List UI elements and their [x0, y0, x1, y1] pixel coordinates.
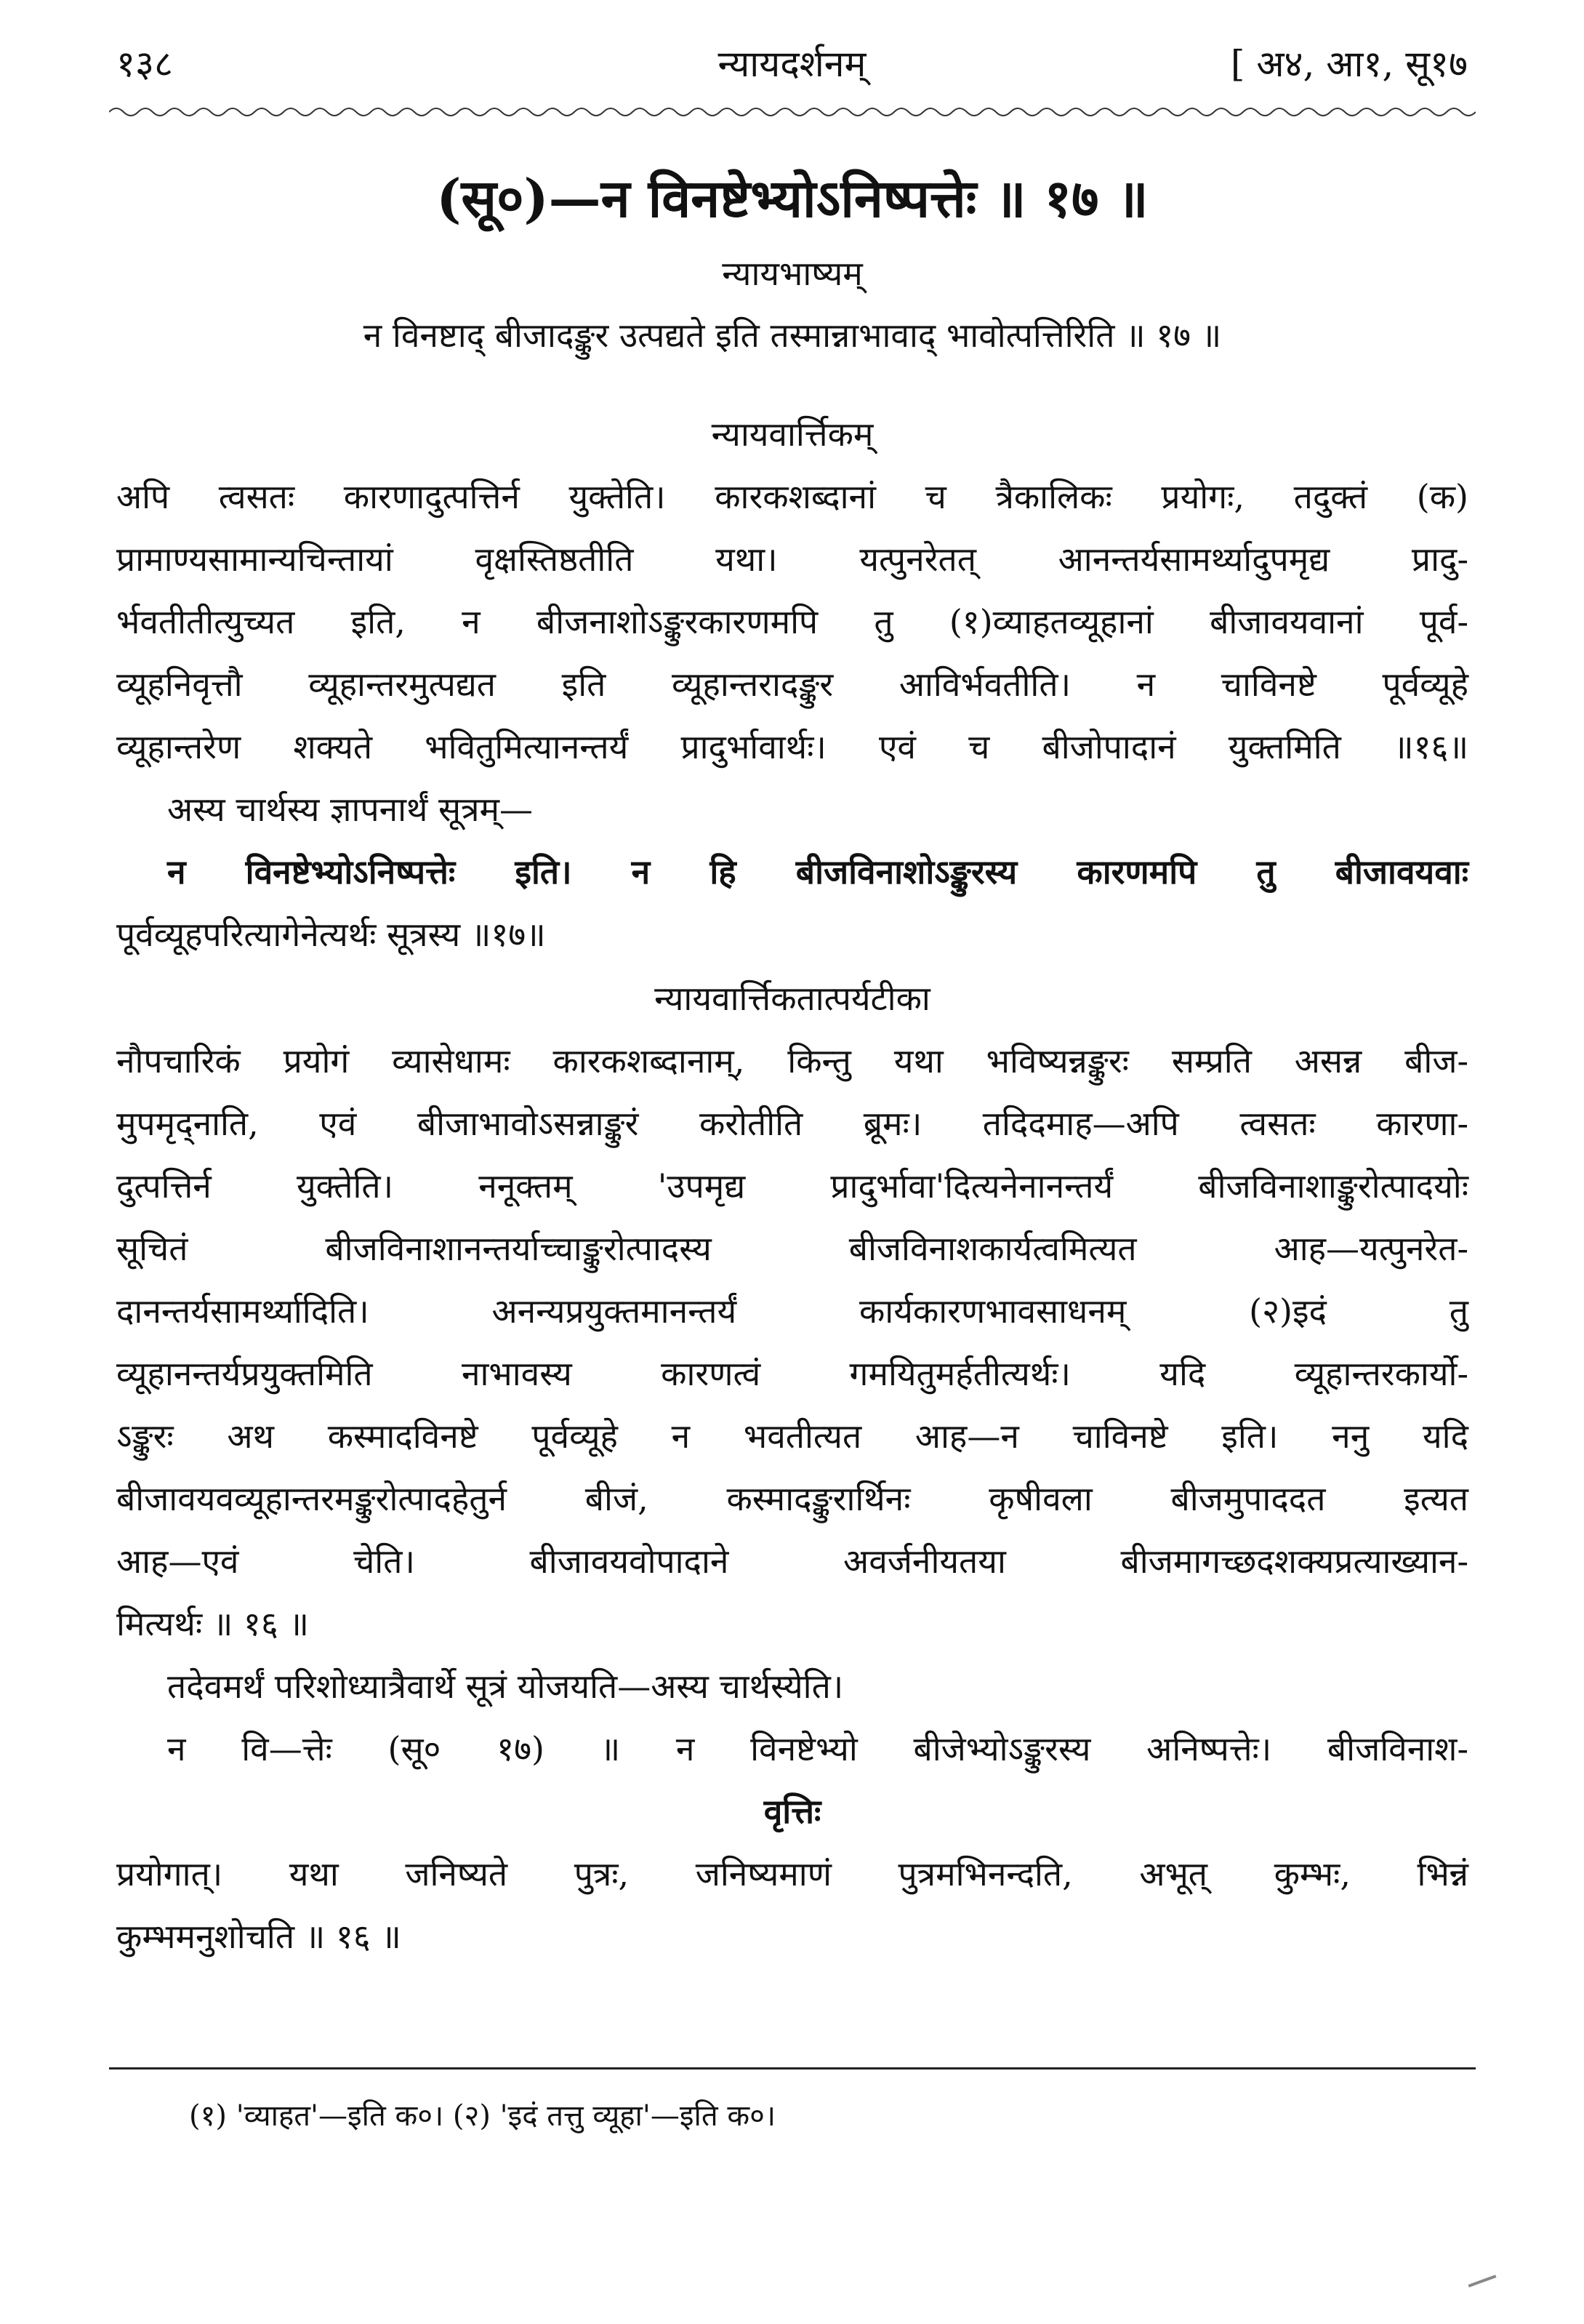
- tika-heading: न्यायवार्त्तिकतात्पर्यटीका: [654, 979, 930, 1018]
- page-header: [116, 38, 1468, 103]
- page-number: १३८: [116, 43, 173, 85]
- varttika-line: प्रामाण्यसामान्यचिन्तायां वृक्षस्तिष्ठतीति यथा। यत्पुनरेतत् आनन्तर्यसामर्थ्यादुपमृद्य प्रादु-: [116, 540, 1468, 579]
- tika-line: बीजावयवव्यूहान्तरमङ्कुरोत्पादहेतुर्न बीजं, कस्मादङ्कुरार्थिनः कृषीवला बीजमुपाददत इत्यत: [116, 1479, 1468, 1518]
- varttika-line: न विनष्टेभ्योऽनिष्पत्तेः इति। न हि बीजविनाशोऽङ्कुरस्य कारणमपि तु बीजावयवाः: [167, 852, 1468, 891]
- sutra-title: (सू०)—न विनष्टेभ्योऽनिष्पत्तेः ॥ १७ ॥: [436, 167, 1149, 229]
- header-wavy-rule: [109, 103, 1476, 121]
- tika-line: व्यूहानन्तर्यप्रयुक्तमिति नाभावस्य कारणत्वं गमयितुमर्हतीत्यर्थः। यदि व्यूहान्तरकार्यो-: [116, 1354, 1468, 1393]
- bhashya-text: न विनष्टाद् बीजादङ्कुर उत्पद्यते इति तस्मान्नाभावाद् भावोत्पत्तिरिति ॥ १७ ॥: [363, 316, 1222, 355]
- varttika-line: व्यूहान्तरेण शक्यते भवितुमित्यानन्तर्यं प्रादुर्भावार्थः। एवं च बीजोपादानं युक्तमिति ॥१६॥: [116, 727, 1468, 766]
- tika-line: मुपमृद्नाति, एवं बीजाभावोऽसन्नाङ्कुरं करोतीति ब्रूमः। तदिदमाह—अपि त्वसतः कारणा-: [116, 1104, 1468, 1143]
- running-title: न्यायदर्शनम्: [717, 43, 867, 85]
- vritti-line: कुम्भमनुशोचति ॥ १६ ॥: [116, 1917, 401, 1956]
- tika-line: तदेवमर्थं परिशोध्यात्रैवार्थे सूत्रं योजयति—अस्य चार्थस्येति।: [167, 1667, 844, 1706]
- bhashya-heading: न्यायभाष्यम्: [722, 254, 863, 293]
- varttika-line: र्भवतीतीत्युच्यत इति, न बीजनाशोऽङ्कुरकारणमपि तु (१)व्याहतव्यूहानां बीजावयवानां पूर्व-: [116, 602, 1468, 641]
- vritti-line: प्रयोगात्। यथा जनिष्यते पुत्रः, जनिष्यमाणं पुत्रमभिनन्दति, अभूत् कुम्भः, भिन्नं: [116, 1854, 1468, 1894]
- tika-line: आह—एवं चेति। बीजावयवोपादाने अवर्जनीयतया बीजमागच्छदशक्यप्रत्याख्यान-: [116, 1542, 1468, 1581]
- varttika-line: पूर्वव्यूहपरित्यागेनेत्यर्थः सूत्रस्य ॥१७॥: [116, 915, 546, 954]
- tika-line: मित्यर्थः ॥ १६ ॥: [116, 1604, 309, 1643]
- tika-line: ऽङ्कुरः अथ कस्मादविनष्टे पूर्वव्यूहे न भवतीत्यत आह—न चाविनष्टे इति। ननु यदि: [116, 1417, 1468, 1456]
- stray-mark: [1468, 2275, 1497, 2287]
- tika-line: न वि—त्तेः (सू० १७) ॥ न विनष्टेभ्यो बीजेभ्योऽङ्कुरस्य अनिष्पत्तेः। बीजविनाश-: [167, 1729, 1468, 1768]
- section-reference: [ अ४, आ१, सू१७: [1230, 43, 1468, 85]
- tika-line: नौपचारिकं प्रयोगं व्यासेधामः कारकशब्दानाम्, किन्तु यथा भविष्यन्नङ्कुरः सम्प्रति असन्न बीज-: [116, 1041, 1468, 1081]
- tika-line: दानन्तर्यसामर्थ्यादिति। अनन्यप्रयुक्तमानन्तर्यं कार्यकारणभावसाधनम् (२)इदं तु: [116, 1291, 1468, 1331]
- varttika-line: अस्य चार्थस्य ज्ञापनार्थं सूत्रम्—: [167, 790, 534, 829]
- varttika-heading: न्यायवार्त्तिकम्: [711, 414, 874, 454]
- varttika-line: अपि त्वसतः कारणादुत्पत्तिर्न युक्तेति। कारकशब्दानां च त्रैकालिकः प्रयोगः, तदुक्तं (क): [116, 477, 1468, 516]
- footnote-divider: [109, 2067, 1476, 2069]
- tika-line: सूचितं बीजविनाशानन्तर्याच्चाङ्कुरोत्पादस्य बीजविनाशकार्यत्वमित्यत आह—यत्पुनरेत-: [116, 1229, 1468, 1268]
- varttika-line: व्यूहनिवृत्तौ व्यूहान्तरमुत्पद्यत इति व्यूहान्तरादङ्कुर आविर्भवतीति। न चाविनष्टे पूर्वव्यूहे: [116, 665, 1468, 704]
- vritti-heading: वृत्तिः: [763, 1792, 821, 1831]
- tika-line: दुत्पत्तिर्न युक्तेति। ननूक्तम् 'उपमृद्य प्रादुर्भावा'दित्यनेनानन्तर्यं बीजविनाशाङ्कुरोत्पादयोः: [116, 1166, 1468, 1206]
- footnote: (१) 'व्याहत'—इति क०। (२) 'इदं तत्तु व्यूहा'—इति क०।: [189, 2099, 776, 2133]
